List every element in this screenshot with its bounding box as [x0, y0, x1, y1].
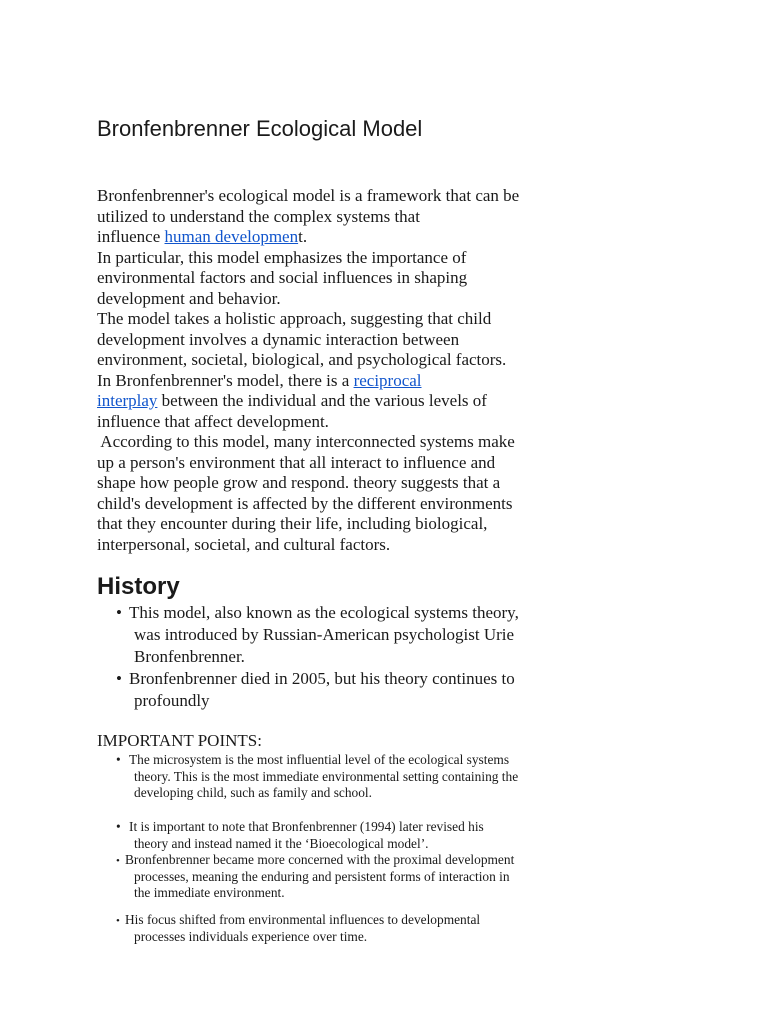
list-item-cont: Bronfenbrenner.: [134, 647, 245, 666]
intro-text: influence: [97, 227, 165, 246]
bullet-icon: •: [116, 819, 121, 834]
history-list: [116, 602, 576, 712]
point-line: [116, 819, 576, 836]
list-item-cont: was introduced by Russian-American psychologist Urie: [134, 625, 515, 644]
bullet-icon: •: [116, 915, 120, 927]
bullet-icon: •: [116, 752, 121, 767]
list-item-text: This model, also known as the ecological systems theory,: [129, 603, 519, 622]
intro-line: shape how people grow and respond. theory suggests that a: [97, 473, 501, 492]
point-line: theory and instead named it the ‘Bioecological model’.: [134, 835, 429, 851]
intro-text: In Bronfenbrenner's model, there is a: [97, 370, 354, 390]
intro-line: environment, societal, biological, and psychological factors.: [97, 350, 507, 369]
history-heading: History: [97, 573, 180, 600]
intro-line: In particular, this model emphasizes the importance of: [97, 247, 467, 267]
intro-line: [97, 227, 567, 248]
point-line: [116, 852, 576, 869]
reciprocal-interplay-link[interactable]: interplay: [97, 391, 158, 410]
intro-line: [97, 371, 567, 392]
point-text: The microsystem is the most influential level of the ecological systems: [129, 752, 510, 767]
intro-text: between the individual and the various levels of: [157, 391, 487, 410]
point-line: theory. This is the most immediate environmental setting containing the: [134, 768, 519, 784]
point-text: His focus shifted from environmental influences to developmental: [125, 912, 481, 927]
intro-line: interpersonal, societal, and cultural factors.: [97, 534, 391, 554]
intro-line: The model takes a holistic approach, suggesting that child: [97, 309, 492, 328]
list-item-cont: profoundly: [134, 691, 210, 710]
point-line: [116, 912, 576, 929]
intro-line: environmental factors and social influences in shaping: [97, 268, 468, 287]
intro-text: t.: [298, 227, 308, 246]
point-line: processes individuals experience over time.: [134, 928, 368, 944]
intro-line: According to this model, many interconnected systems make: [97, 432, 515, 451]
list-item: [116, 602, 576, 624]
important-point: [116, 752, 576, 802]
important-point: [116, 852, 576, 902]
intro-line: child's development is affected by the different environments: [97, 493, 513, 513]
point-text: Bronfenbrenner became more concerned with the proximal development: [125, 852, 515, 867]
point-text: It is important to note that Bronfenbrenner (1994) later revised his: [129, 819, 484, 834]
intro-line: utilized to understand the complex systems that: [97, 206, 420, 226]
page-title: Bronfenbrenner Ecological Model: [97, 116, 423, 141]
point-line: processes, meaning the enduring and persistent forms of interaction in: [134, 868, 510, 884]
intro-line: that they encounter during their life, including biological,: [97, 514, 488, 533]
intro-line: development and behavior.: [97, 288, 281, 308]
important-point: [116, 819, 576, 852]
list-item: [116, 668, 576, 690]
important-points-heading: IMPORTANT POINTS:: [97, 731, 262, 750]
point-line: the immediate environment.: [134, 885, 285, 900]
bullet-icon: •: [116, 603, 122, 622]
intro-line: Bronfenbrenner's ecological model is a framework that can be: [97, 186, 520, 205]
point-line: developing child, such as family and school.: [134, 785, 373, 800]
intro-line: up a person's environment that all interact to influence and: [97, 452, 496, 472]
human-development-link[interactable]: human developmen: [164, 227, 299, 246]
bullet-icon: •: [116, 855, 120, 867]
intro-line: influence that affect development.: [97, 411, 329, 431]
important-point: [116, 912, 576, 945]
intro-line: development involves a dynamic interaction between: [97, 329, 460, 349]
reciprocal-interplay-link[interactable]: reciprocal: [353, 370, 422, 390]
list-item-text: Bronfenbrenner died in 2005, but his theory continues to: [129, 669, 515, 688]
bullet-icon: •: [116, 669, 122, 688]
intro-line: [97, 391, 567, 412]
intro-paragraphs: [97, 186, 567, 555]
point-line: [116, 752, 576, 769]
